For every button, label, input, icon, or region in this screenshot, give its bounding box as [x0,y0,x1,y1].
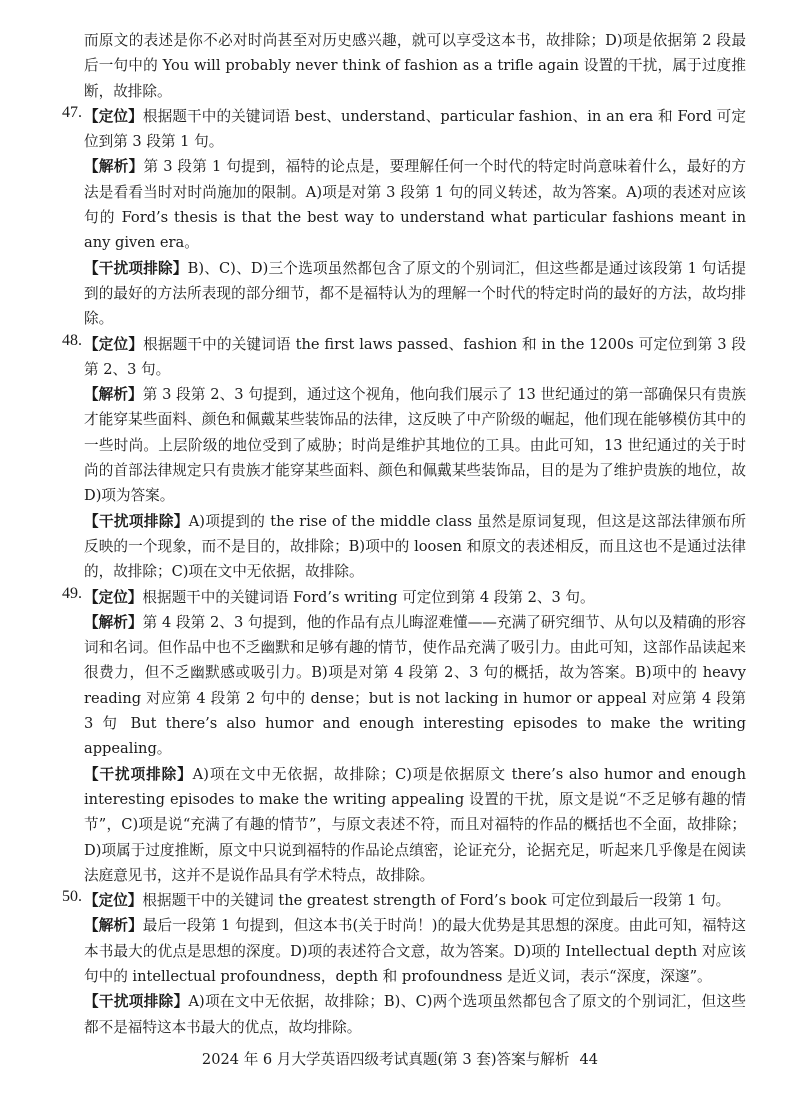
analysis-text: 第 3 段第 2、3 句提到，通过这个视角，他向我们展示了 13 世纪通过的第一部确保只有贵族才能穿某些面料、颜色和佩戴某些装饰品的法律，这反映了中产阶级的崛起，他们现在能够模仿其中的一些时尚。上层阶级的地位受到了威胁；时尚是维护其地位的工具。由此可知，13 世纪通过的关于时尚的首部法律规定只有贵族才能穿某些面料、颜色和佩戴某些装饰品，目的是为了维护贵族的地位，故 D)项为答案。 [84,386,746,505]
locate-paragraph [84,104,746,155]
page-footer [0,1048,800,1069]
distractor-text: B)、C)、D)三个选项虽然都包含了原文的个别词汇，但这些都是通过该段第 1 句话提到的最好的方法所表现的部分细节，都不是福特认为的理解一个时代的特定时尚的最好的方法，故均排除。 [84,259,746,328]
locate-paragraph [84,888,746,913]
analysis-label: 【解析】 [84,386,143,404]
question-49 [62,585,746,889]
locate-text: 根据题干中的关键词 the greatest strength of Ford’s book 可定位到最后一段第 1 句。 [142,892,731,910]
distractor-label: 【干扰项排除】 [84,512,189,530]
analysis-text: 第 3 段第 1 句提到，福特的论点是，要理解任何一个时代的特定时尚意味着什么，最好的方法是看看当时对时尚施加的限制。A)项是对第 3 段第 1 句的同义转述，故为答案。A)项的表述对应该句的 Ford’s thesis is that the best way to understand what particular fashions meant in any given era。 [84,158,746,252]
locate-label: 【定位】 [84,107,143,125]
distractor-text: A)项在文中无依据，故排除；B)、C)两个选项虽然都包含了原文的个别词汇，但这些都不是福特这本书最大的优点，故均排除。 [84,993,746,1036]
question-number: 47. [62,103,82,121]
distractor-paragraph [84,256,746,332]
distractor-text: A)项在文中无依据，故排除；C)项是依据原文 there’s also humor and enough interesting episodes to make the writing appealing 设置的干扰，原文是说“不乏足够有趣的情节”，C)项是说“充满了有趣的情节”，与原文表述不符，而且对福特的作品的概括也不全面，故排除；D)项属于过度推断，原文中只说到福特的作品论点缜密，论证充分，论据充足，听起来几乎像是在阅读法庭意见书，这并不是说作品具有学术特点，故排除。 [84,765,746,884]
question-48 [62,332,746,585]
locate-label: 【定位】 [84,588,143,606]
locate-paragraph [84,585,746,610]
distractor-label: 【干扰项排除】 [84,259,188,277]
footer-title: 2024 年 6 月大学英语四级考试真题(第 3 套)答案与解析 [201,1051,570,1068]
locate-label: 【定位】 [84,335,144,353]
distractor-label: 【干扰项排除】 [84,765,193,783]
locate-label: 【定位】 [84,892,143,910]
question-50 [62,888,746,1040]
distractor-label: 【干扰项排除】 [84,993,189,1011]
page-number: 44 [579,1051,599,1068]
question-number: 48. [62,331,82,349]
analysis-label: 【解析】 [84,613,143,631]
question-number: 50. [62,888,82,906]
distractor-paragraph [84,989,746,1040]
analysis-paragraph [84,610,746,762]
question-number: 49. [62,584,82,602]
distractor-text: A)项提到的 the rise of the middle class 虽然是原词复现，但这是这部法律颁布所反映的一个现象，而不是目的，故排除；B)项中的 loosen 和原文的表述相反，而且这也不是通过法律的，故排除；C)项在文中无依据，故排除。 [84,512,746,581]
analysis-label: 【解析】 [84,917,143,935]
locate-text: 根据题干中的关键词语 Ford’s writing 可定位到第 4 段第 2、3 句。 [142,588,595,606]
analysis-text: 第 4 段第 2、3 句提到，他的作品有点儿晦涩难懂——充满了研究细节、从句以及精确的形容词和名词。但作品中也不乏幽默和足够有趣的情节，使作品充满了吸引力。由此可知，这部作品读起来很费力，但不乏幽默感或吸引力。B)项是对第 4 段第 2、3 句的概括，故为答案。B)项中的 heavy reading 对应第 4 段第 2 句中的 dense；but is not lacking in humor or appeal 对应第 4 段第 3 句 But there’s also humor and enough interesting episodes to make the writing appealing。 [84,613,746,758]
locate-paragraph [84,332,746,383]
distractor-paragraph [84,509,746,585]
analysis-paragraph [84,382,746,508]
locate-text: 根据题干中的关键词语 best、understand、particular fashion、in an era 和 Ford 可定位到第 3 段第 1 句。 [84,107,746,151]
question-47 [62,104,746,332]
analysis-label: 【解析】 [84,158,144,176]
distractor-paragraph [84,762,746,888]
analysis-paragraph [84,154,746,255]
analysis-text: 最后一段第 1 句提到，但这本书(关于时尚！)的最大优势是其思想的深度。由此可知，福特这本书最大的优点是思想的深度。D)项的表述符合文意，故为答案。D)项的 Intellectual depth 对应该句中的 intellectual profoundness，depth 和 profoundness 是近义词，表示“深度，深邃”。 [84,917,746,985]
continuation-paragraph: 而原文的表述是你不必对时尚甚至对历史感兴趣，就可以享受这本书，故排除；D)项是依据第 2 段最后一句中的 You will probably never think of fashion as a trifle again 设置的干扰，属于过度推断，故排除。 [84,32,746,100]
analysis-paragraph [84,913,746,989]
locate-text: 根据题干中的关键词语 the first laws passed、fashion 和 in the 1200s 可定位到第 3 段第 2、3 句。 [84,335,746,378]
